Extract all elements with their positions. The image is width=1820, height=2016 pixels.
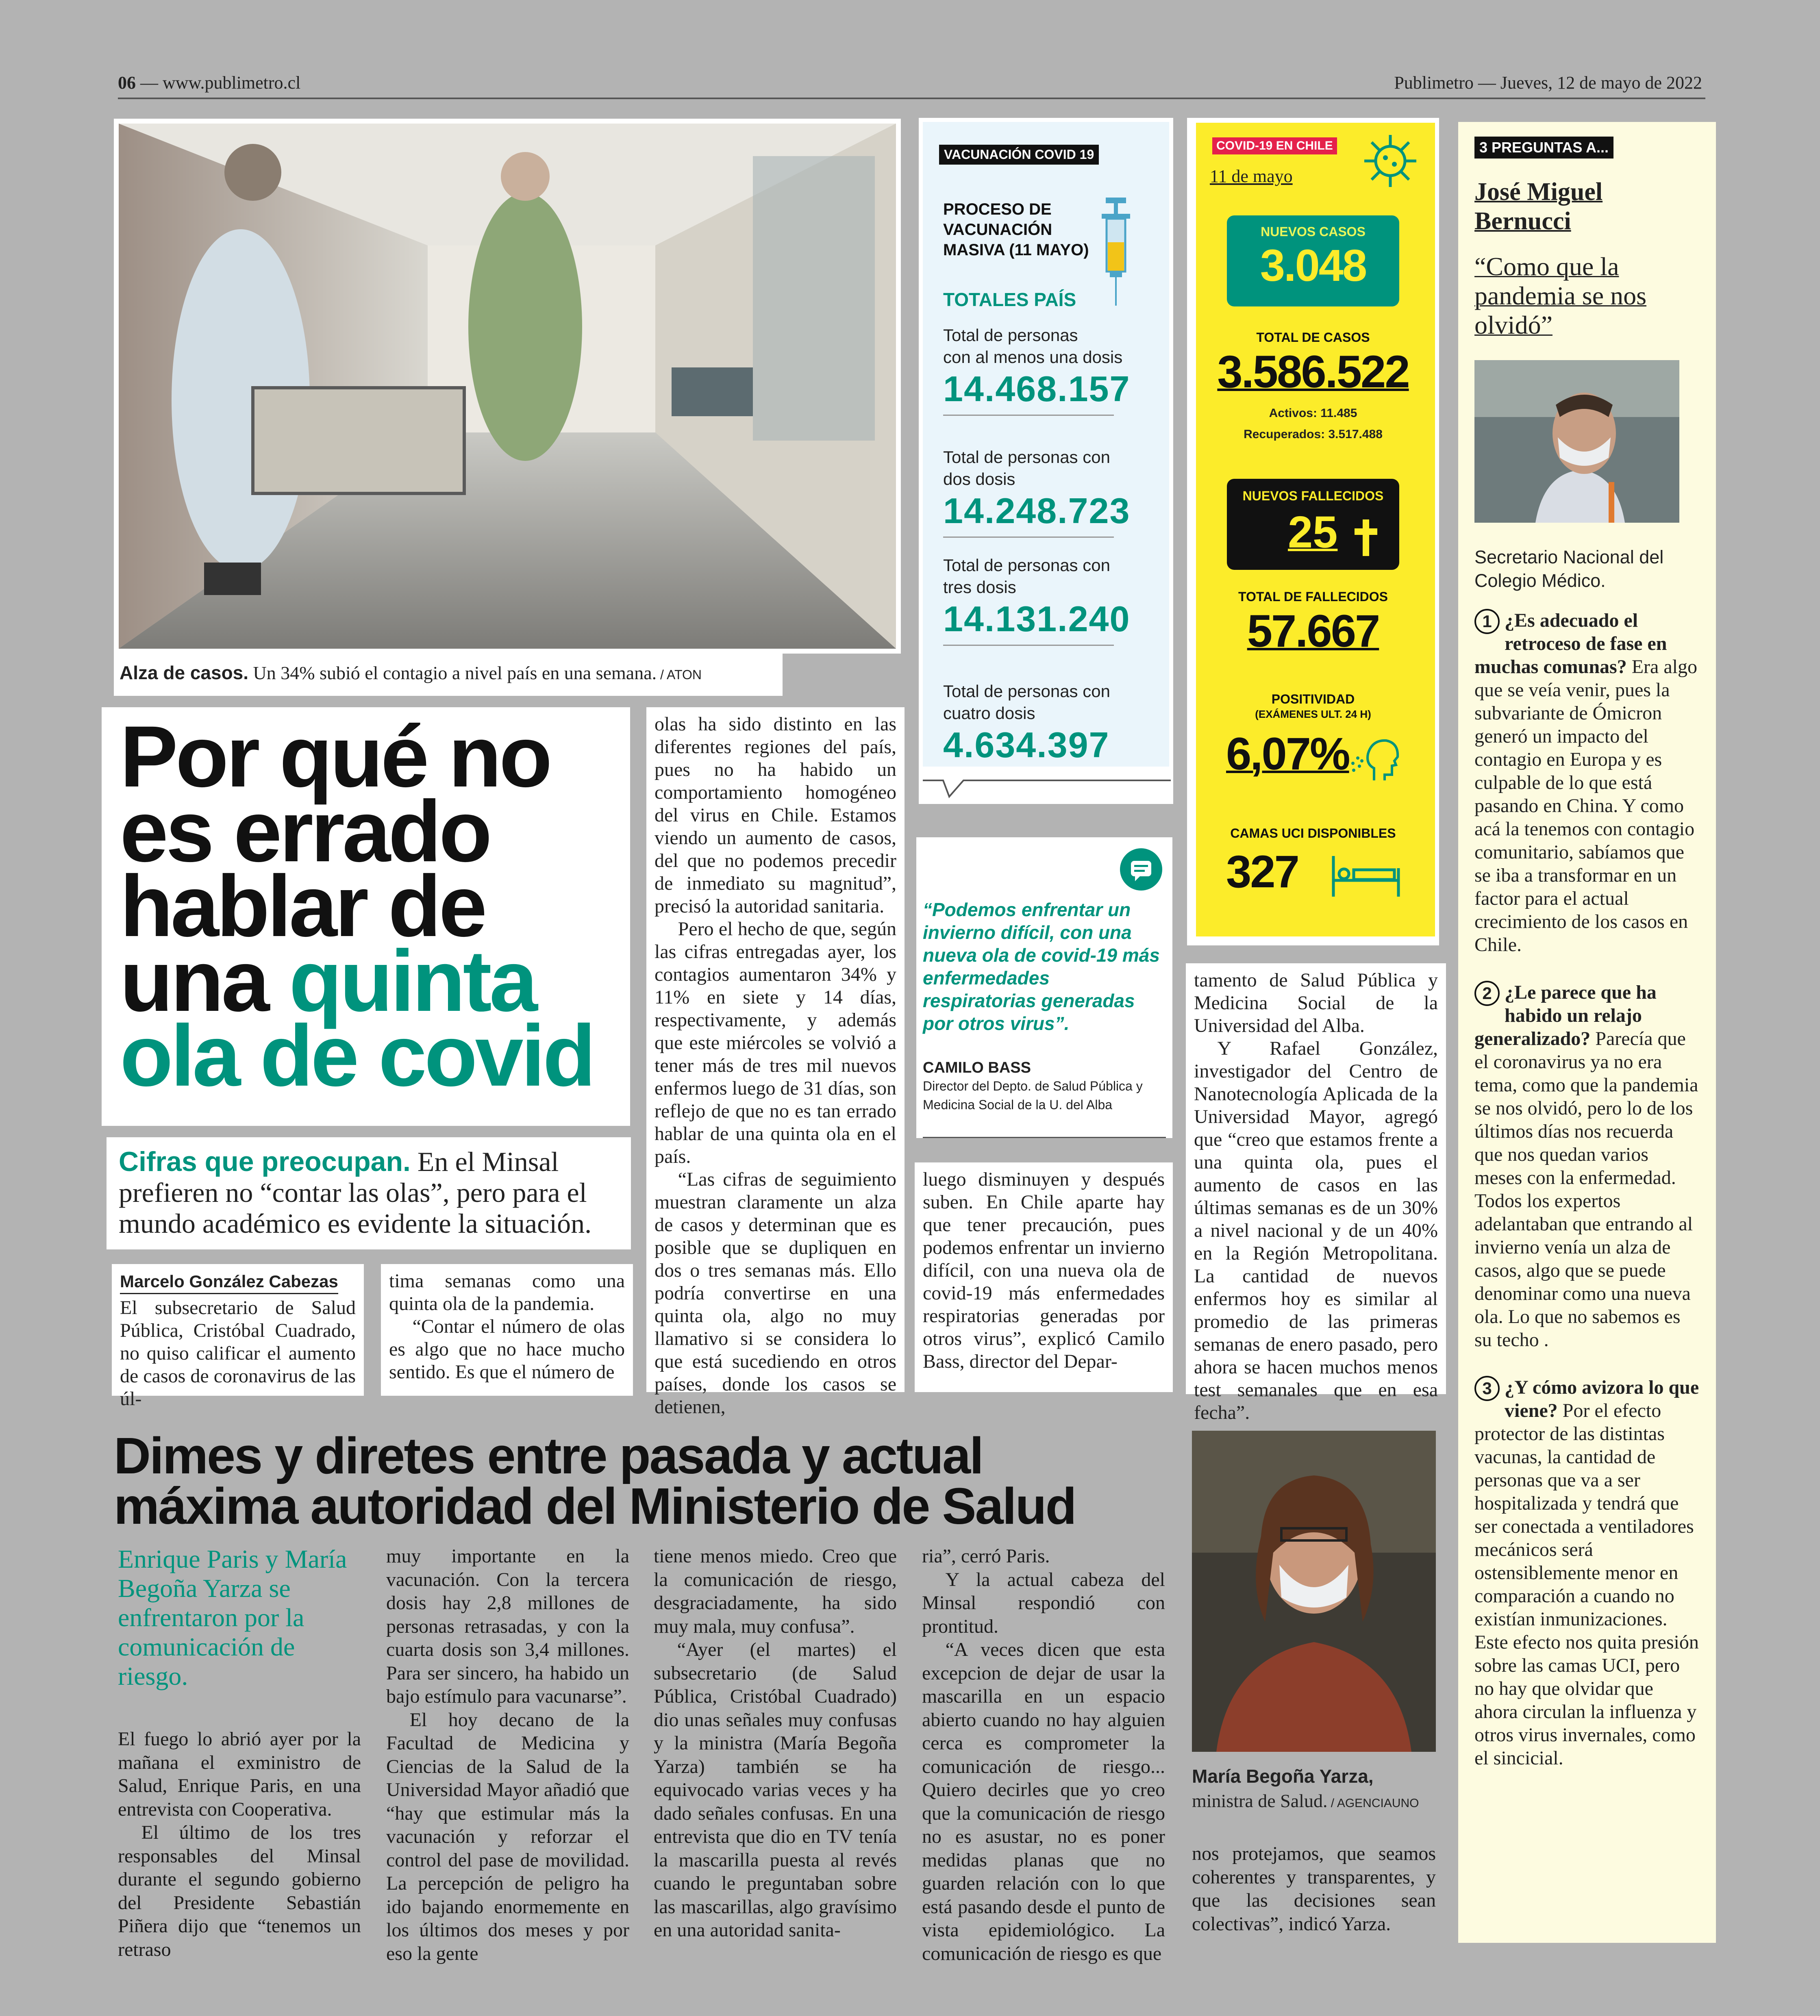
vaccination-subtitle: TOTALES PAÍS <box>943 289 1076 310</box>
deck-lead: Cifras que preocupan. <box>119 1146 411 1177</box>
byline: Marcelo González Cabezas <box>120 1270 338 1294</box>
paragraph: El subsecretario de Salud Pública, Cristóbal Cuadrado, no quiso calificar el aumento de casos de coronavirus de las úl- <box>120 1297 356 1410</box>
paragraph: “A veces dicen que esta excepcion de dejar de usar la mascarilla en un espacio abierto cuando no hay alguien cerca es comprometer la comunicación de riesgo... Quiero decirles que yo creo que la comunicación de riesgo no es asustar, no es poner medidas planas que no guarden relación con lo que está pasando desde el punto de vista epidemiológico. La comunicación de riesgo es que <box>922 1639 1165 1964</box>
total-cases-label: TOTAL DE CASOS <box>1256 330 1370 345</box>
divider <box>923 1137 1166 1138</box>
icu-value: 327 <box>1226 846 1298 897</box>
covid-tag: COVID-19 EN CHILE <box>1212 137 1337 154</box>
question-number: 3 <box>1474 1376 1500 1401</box>
vaccine-label: Total de personas con <box>943 556 1110 575</box>
speech-pointer-icon <box>919 772 1173 804</box>
paragraph: luego disminuyen y después suben. En Chile aparte hay que tener precaución, pues podemos enfrentar un invierno difícil, con una nueva ola de covid-19 más enfermedades respiratorias generadas por otros virus”, explicó Camilo Bass, director del Depar- <box>923 1169 1165 1372</box>
recovered-value: 3.517.488 <box>1328 428 1383 441</box>
vaccine-value: 4.634.397 <box>943 725 1110 765</box>
vaccination-title-line: VACUNACIÓN <box>943 221 1052 239</box>
paragraph: El hoy decano de la Facultad de Medicina y Ciencias de la Salud de la Universidad Mayor añadió que “hay que estimular más la vacunación y reforzar el control del pase de movilidad. La percepción de peligro ha ido bajando enormemente en los últimos dos meses y por eso la gente <box>386 1709 629 1964</box>
question-number: 1 <box>1474 609 1500 634</box>
caption-text: Un 34% subió el contagio a nivel país en una semana. <box>248 663 657 683</box>
interviewee-portrait <box>1474 360 1679 523</box>
question-item <box>1474 609 1700 956</box>
caption-bold: Alza de casos. <box>120 662 249 683</box>
story-column-5 <box>1186 963 1446 1423</box>
vaccination-panel <box>919 118 1173 804</box>
question-text: ¿Y cómo avizora lo que viene? <box>1505 1377 1699 1421</box>
new-deaths-card <box>1227 479 1399 570</box>
question-text: ¿Le parece que ha habido un relajo generalizado? <box>1474 982 1657 1049</box>
recovered-cases <box>1187 428 1439 441</box>
interviewee-name-line: Bernucci <box>1474 207 1571 235</box>
new-cases-label: NUEVOS CASOS <box>1261 224 1366 239</box>
vaccination-title-line: PROCESO DE <box>943 200 1052 218</box>
page-number: 06 <box>118 73 136 93</box>
deck-text: En el Minsal prefieren no “contar las olas”, pero para el mundo académico es evidente la situación. <box>119 1146 592 1239</box>
vaccine-label: Total de personas con <box>943 682 1110 701</box>
answer-text: Era algo que se veía venir, pues la subvariante de Ómicron generó un impacto del contagio en Europa y es culpable de lo que está pasando en China. Y como acá la tenemos con contagio comunitario, sabíamos que se iba a transformar en un factor para el actual crecimiento de los casos en Chile. <box>1474 656 1697 956</box>
interviewee-quote: “Como que la pandemia se nos olvidó” <box>1474 252 1646 339</box>
three-questions-sidebar <box>1458 122 1716 1943</box>
caption-bold: María Begoña Yarza, <box>1192 1766 1374 1787</box>
story-column-3 <box>646 707 905 1418</box>
secondary-headline-line: máxima autoridad del Ministerio de Salud <box>114 1477 1076 1535</box>
paragraph: Pero el hecho de que, según las cifras entregadas ayer, los contagios aumentaron 34% y 11% en siete y 14 días, respectivamente, y además que este miércoles se volvió a tener más de tres mil nuevos enfermos luego de 31 días, son reflejo de que no es tan errado hablar de una quinta ola en el país. <box>655 918 896 1167</box>
yarza-portrait <box>1192 1431 1436 1752</box>
question-item <box>1474 981 1700 1351</box>
answer-text: Parecía que el coronavirus ya no era tema, como que la pandemia se nos olvidó, pero lo de los últimos días nos recuerda que nos quedan varios meses con la enfermedad. Todos los expertos adelantaban que entrando al invierno venía un alza de casos, algo que se puede denominar como una nueva ola. Lo que no sabemos es su techo . <box>1474 1028 1698 1351</box>
hospital-bed-icon <box>1329 852 1403 901</box>
caption-text: ministra de Salud. <box>1192 1790 1328 1811</box>
site-url: — www.publimetro.cl <box>136 73 301 93</box>
secondary-headline-line: Dimes y diretes entre pasada y actual <box>114 1427 983 1484</box>
active-cases <box>1187 406 1439 420</box>
story2-column-3 <box>654 1545 897 1947</box>
header-divider <box>118 98 1705 99</box>
answer-text: Por el efecto protector de las distintas vacunas, la cantidad de personas que va a ser hospitalizada y tendrá que ser conectada a ventiladores mecánicos será ostensiblemente menor en comparación a cuando no existían inmunizaciones. Este efecto nos quita presión sobre las camas UCI, pero no hay que olvidar que ahora circulan la influenza y otros virus invernales, como el sincicial. <box>1474 1400 1699 1769</box>
recovered-label: Recuperados: <box>1244 428 1325 441</box>
secondary-lead: Enrique Paris y María Begoña Yarza se enfrentaron por la comunicación de riesgo. <box>118 1545 347 1690</box>
vaccine-value: 14.248.723 <box>943 491 1131 531</box>
quote-text: “Podemos enfrentar un invierno difícil, con una nueva ola de covid-19 más enfermedades respiratorias generadas por otros virus”. <box>923 899 1160 1034</box>
vaccine-value: 14.131.240 <box>943 599 1131 639</box>
page-header-date: Publimetro — Jueves, 12 de mayo de 2022 <box>1394 73 1702 93</box>
vaccine-label: Total de personas <box>943 326 1078 345</box>
paragraph: tiene menos miedo. Creo que la comunicación de riesgo, desgraciadamente, ha sido muy mala, muy confusa”. <box>654 1545 897 1637</box>
new-deaths-label: NUEVOS FALLECIDOS <box>1242 489 1384 503</box>
vaccine-label: cuatro dosis <box>943 704 1035 723</box>
chat-bubble-icon <box>1119 847 1163 892</box>
quote-box <box>916 837 1172 1138</box>
paragraph: “Contar el número de olas es algo que no hace mucho sentido. Es que el número de <box>389 1316 625 1383</box>
paragraph: muy importante en la vacunación. Con la tercera dosis hay 2,8 millones de personas retrasadas, y con la cuarta dosis son 3,4 millones. Para ser sincero, ha habido un bajo estímulo para vacunarse”. <box>386 1545 629 1707</box>
total-deaths-label: TOTAL DE FALLECIDOS <box>1238 589 1388 604</box>
positivity-label: POSITIVIDAD <box>1271 692 1355 706</box>
divider <box>943 645 1114 646</box>
interviewee-role: Secretario Nacional del Colegio Médico. <box>1474 547 1664 591</box>
total-deaths-value: 57.667 <box>1247 606 1379 656</box>
vaccination-tag: VACUNACIÓN COVID 19 <box>939 145 1099 165</box>
page-header-left <box>118 72 300 93</box>
story2-column-4 <box>922 1545 1165 1964</box>
quote-author: CAMILO BASS <box>923 1059 1031 1076</box>
vaccination-title-line: MASIVA (11 MAYO) <box>943 241 1089 259</box>
headline-accent: quinta <box>289 932 535 1030</box>
hospital-photo <box>114 119 901 654</box>
headline-line-accent: ola de covid <box>120 1007 594 1104</box>
photo-credit: / ATON <box>657 667 702 682</box>
quote-author-role: Director del Depto. de Salud Pública y Medicina Social de la U. del Alba <box>923 1079 1143 1112</box>
story2-column-2 <box>386 1545 629 1964</box>
new-cases-value: 3.048 <box>1260 241 1366 291</box>
question-text: ¿Es adecuado el retroceso de fase en muchas comunas? <box>1474 610 1667 678</box>
question-item <box>1474 1376 1700 1770</box>
headline-line: es errado <box>120 783 490 880</box>
covid-date: 11 de mayo <box>1210 166 1293 186</box>
photo-credit: / AGENCIAUNO <box>1327 1797 1419 1810</box>
vaccine-label: Total de personas con <box>943 448 1110 467</box>
headline-word: una <box>120 932 289 1030</box>
vaccine-label: con al menos una dosis <box>943 348 1123 367</box>
vaccination-title <box>943 199 1089 260</box>
story-column-4 <box>915 1162 1173 1392</box>
syringe-icon <box>1094 198 1138 307</box>
icu-label: CAMAS UCI DISPONIBLES <box>1230 826 1396 841</box>
cough-icon <box>1350 736 1403 784</box>
hospital-corridor-image <box>119 124 896 649</box>
paragraph: El fuego lo abrió ayer por la mañana el exministro de Salud, Enrique Paris, en una entrevista con Cooperativa. <box>118 1728 361 1820</box>
secondary-headline <box>114 1427 1171 1535</box>
paragraph: El último de los tres responsables del Minsal durante el segundo gobierno del Presidente Sebastián Piñera dijo que “tenemos un retraso <box>118 1822 361 1960</box>
paragraph: tamento de Salud Pública y Medicina Social de la Universidad del Alba. <box>1194 969 1438 1036</box>
vaccine-value: 14.468.157 <box>943 369 1131 409</box>
divider <box>943 415 1114 416</box>
paragraph: “Ayer (el martes) el subsecretario (de Salud Pública, Cristóbal Cuadrado) dio unas señales muy confusas y la ministra (María Begoña Yarza) también se ha equivocado varias veces y ha dado señales confusas. En una entrevista que dio en TV tenía la mascarilla puesta al revés cuando le preguntaban sobre las mascarillas, algo gravísimo en una autoridad sanita- <box>654 1639 897 1941</box>
story2-column-5 <box>1192 1842 1436 1948</box>
paragraph: Y la actual cabeza del Minsal respondió con prontitud. <box>922 1568 1165 1637</box>
new-deaths-value: 25 <box>1288 507 1338 557</box>
paragraph: ria”, cerró Paris. <box>922 1545 1050 1567</box>
paragraph: “Las cifras de seguimiento muestran claramente un alza de casos y determinan que es posible que se dupliquen en dos o tres semanas más. Ello podría convertirse en una quinta ola, algo no muy llamativo si se considera lo que está sucediendo en otros países, donde los casos se detienen, <box>655 1169 896 1418</box>
positivity-sub: (EXÁMENES ULT. 24 H) <box>1255 708 1371 720</box>
virus-icon <box>1362 133 1419 189</box>
yarza-caption <box>1192 1764 1436 1816</box>
active-label: Activos: <box>1269 406 1317 420</box>
vaccine-row <box>943 324 1130 416</box>
covid-stats-panel <box>1187 118 1439 945</box>
active-value: 11.485 <box>1320 406 1357 420</box>
story2-column-1 <box>118 1727 361 1960</box>
deck <box>107 1137 631 1249</box>
vaccine-row <box>943 554 1130 646</box>
total-cases-value: 3.586.522 <box>1217 346 1409 397</box>
paragraph: Y Rafael González, investigador del Centro de Nanotecnología Aplicada de la Universidad Mayor, agregó que “creo que estamos frente a una quinta ola, pues el aumento de casos en las últimas semanas es de un 30% a nivel nacional y de un 40% en la Región Metropolitana. La cantidad de nuevos enfermos hoy es similar al promedio de las primeras semanas de enero pasado, pero ahora se hacen muchos menos test semanales que en esa fecha”. <box>1194 1038 1438 1423</box>
paragraph: tima semanas como una quinta ola de la pandemia. <box>389 1270 625 1314</box>
vaccine-label: tres dosis <box>943 578 1016 597</box>
story-column-2 <box>381 1264 633 1396</box>
vaccine-row <box>943 680 1110 766</box>
paragraph: nos protejamos, que seamos coherentes y transparentes, y que las decisiones sean colectivas”, indicó Yarza. <box>1192 1843 1436 1935</box>
cross-icon <box>1353 519 1379 556</box>
new-cases-card <box>1227 215 1399 306</box>
paragraph: olas ha sido distinto en las diferentes regiones del país, pues no ha habido un comportamiento homogéneo del virus en Chile. Estamos viendo un aumento de casos, del que no podemos precedir de inmediato su magnitud”, precisó la autoridad sanitaria. <box>655 713 896 917</box>
interviewee-name-line: José Miguel <box>1474 178 1603 206</box>
question-number: 2 <box>1474 981 1500 1006</box>
vaccine-row <box>943 446 1130 538</box>
headline-line: Por qué no <box>120 708 550 805</box>
photo-caption <box>114 654 783 696</box>
story-column-1 <box>112 1264 364 1410</box>
headline-line: hablar de <box>120 858 485 955</box>
vaccine-label: dos dosis <box>943 469 1015 489</box>
main-headline <box>120 708 620 1104</box>
qa-tag: 3 PREGUNTAS A... <box>1474 137 1613 159</box>
positivity-value: 6,07% <box>1226 728 1349 779</box>
interviewee-name <box>1474 177 1700 236</box>
divider <box>943 537 1114 538</box>
